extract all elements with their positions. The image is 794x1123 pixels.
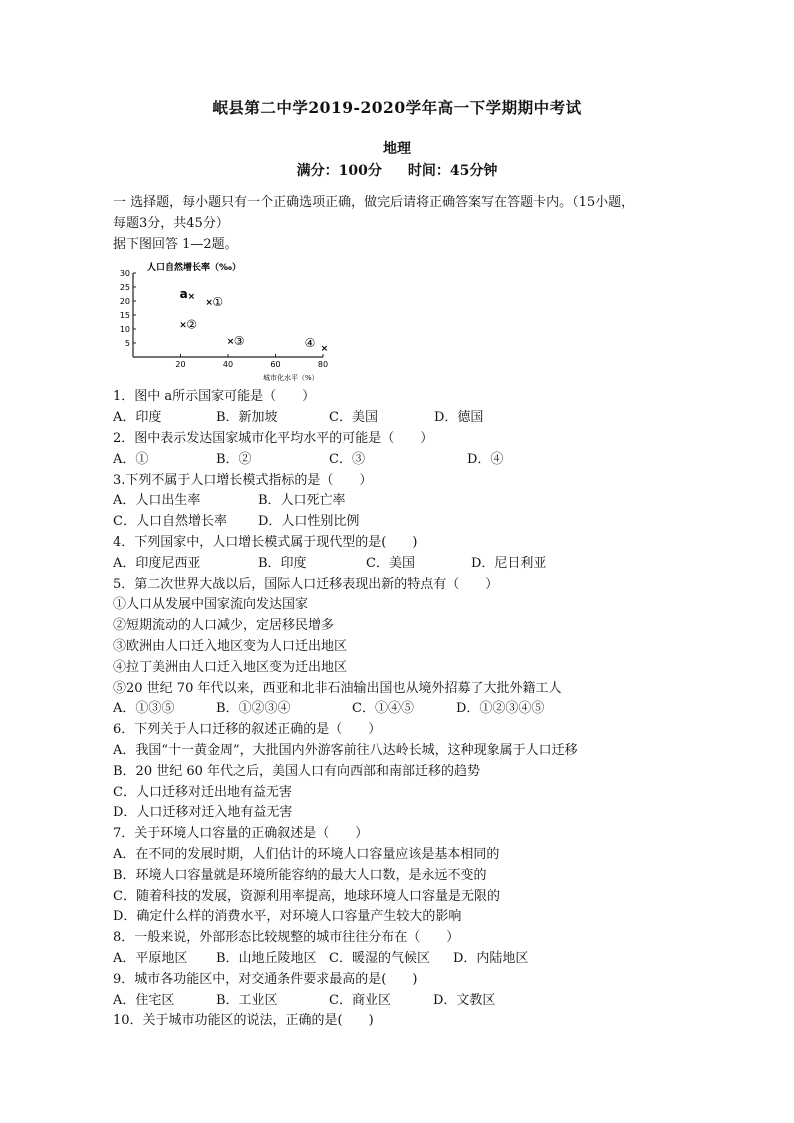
question-stem: 10．关于城市功能区的说法，正确的是( ) bbox=[113, 1013, 374, 1029]
answer-option: B．新加坡 bbox=[216, 410, 278, 426]
answer-option: C．③ bbox=[329, 451, 365, 467]
full-score: 满分：100分 bbox=[296, 163, 382, 179]
answer-option: C．美国 bbox=[329, 410, 378, 426]
answer-option: B．①②③④ bbox=[216, 701, 291, 717]
point-label: a bbox=[179, 287, 188, 302]
answer-option: B．人口死亡率 bbox=[258, 493, 346, 509]
answer-option: D．内陆地区 bbox=[453, 950, 529, 966]
options-row bbox=[113, 991, 693, 1012]
options-row bbox=[113, 408, 693, 429]
point-label: ③ bbox=[233, 334, 245, 349]
point-marker: × bbox=[320, 344, 329, 355]
question-statement: ⑤20 世纪 70 年代以来，西亚和北非石油输出国也从境外招募了大批外籍工人 bbox=[113, 680, 562, 696]
question-stem: 5．第二次世界大战以后，国际人口迁移表现出新的特点有（ ） bbox=[113, 576, 499, 592]
question-stem: 9．城市各功能区中，对交通条件要求最高的是( ) bbox=[113, 971, 418, 987]
y-tick-label: 20 bbox=[119, 297, 130, 307]
answer-option: A．平原地区 bbox=[113, 950, 188, 966]
x-tick-label: 20 bbox=[175, 360, 186, 370]
answer-option: A．① bbox=[113, 451, 149, 467]
score-time-line bbox=[0, 160, 794, 180]
answer-option: B．② bbox=[216, 451, 252, 467]
answer-option: A．住宅区 bbox=[113, 992, 175, 1008]
question-stem: 6．下列关于人口迁移的叙述正确的是（ ） bbox=[113, 722, 382, 738]
answer-option: B．工业区 bbox=[216, 992, 278, 1008]
options-row bbox=[113, 554, 693, 575]
x-axis-label: 城市化水平（%） bbox=[263, 374, 319, 383]
x-tick-label: 80 bbox=[317, 360, 329, 370]
exam-title: 岷县第二中学2019-2020学年高一下学期期中考试 bbox=[212, 98, 582, 117]
answer-option: D．文教区 bbox=[433, 992, 496, 1008]
question-statement: ②短期流动的人口减少，定居移民增多 bbox=[113, 618, 335, 634]
answer-option: D．德国 bbox=[434, 410, 484, 426]
answer-option: A．在不同的发展时期，人们估计的环境人口容量应该是基本相同的 bbox=[113, 846, 500, 862]
point-marker: × bbox=[179, 320, 187, 331]
instruction-line: 一 选择题，每小题只有一个正确选项正确，做完后请将正确答案写在答题卡内。（15小题， bbox=[113, 195, 635, 210]
point-label: ① bbox=[212, 295, 224, 310]
y-tick-label: 5 bbox=[124, 339, 130, 349]
y-tick-label: 15 bbox=[119, 311, 130, 321]
y-tick-label: 25 bbox=[119, 283, 130, 293]
answer-option: B．20 世纪 60 年代之后，美国人口有向西部和南部迁移的趋势 bbox=[113, 763, 481, 779]
answer-option: D．人口性别比例 bbox=[258, 514, 360, 530]
answer-option: A．我国“十一黄金周”，大批国内外游客前往八达岭长城，这种现象属于人口迁移 bbox=[113, 742, 578, 758]
question-stem: 3.下列不属于人口增长模式指标的是（ ） bbox=[113, 472, 373, 488]
answer-option: C．暖湿的气候区 bbox=[329, 950, 430, 966]
answer-option: B．山地丘陵地区 bbox=[216, 950, 317, 966]
question-statement: ④拉丁美洲由人口迁入地区变为迁出地区 bbox=[113, 659, 348, 675]
answer-option: A．印度 bbox=[113, 410, 162, 426]
question-stem: 8．一般来说，外部形态比较规整的城市往往分布在（ ） bbox=[113, 930, 460, 946]
question-list bbox=[113, 387, 693, 1032]
options-row bbox=[113, 949, 693, 970]
options-row bbox=[113, 491, 693, 512]
answer-option: D．尼日利亚 bbox=[471, 555, 547, 571]
y-tick-label: 10 bbox=[119, 325, 130, 335]
answer-option: C．①④⑤ bbox=[352, 701, 414, 717]
question-stem: 7．关于环境人口容量的正确叙述是（ ） bbox=[113, 826, 369, 842]
answer-option: B．环境人口容量就是环境所能容纳的最大人口数，是永远不变的 bbox=[113, 867, 487, 883]
options-row bbox=[113, 450, 693, 471]
point-label: ④ bbox=[304, 336, 316, 351]
answer-option: A．人口出生率 bbox=[113, 493, 201, 509]
answer-option: C．商业区 bbox=[329, 992, 391, 1008]
point-marker: × bbox=[187, 292, 196, 303]
scatter-figure bbox=[113, 259, 693, 385]
point-marker: × bbox=[205, 298, 213, 309]
scatter-chart bbox=[113, 259, 333, 385]
y-tick-label: 30 bbox=[119, 269, 130, 279]
answer-option: D．①②③④⑤ bbox=[456, 701, 545, 717]
answer-option: C．随着科技的发展，资源利用率提高，地球环境人口容量是无限的 bbox=[113, 888, 500, 904]
answer-option: D．人口迁移对迁入地有益无害 bbox=[113, 805, 293, 821]
question-statement: ③欧洲由人口迁入地区变为人口迁出地区 bbox=[113, 638, 348, 654]
answer-option: A．①③⑤ bbox=[113, 701, 175, 717]
question-statement: ①人口从发展中国家流向发达国家 bbox=[113, 597, 309, 613]
question-stem: 4．下列国家中，人口增长模式属于现代型的是( ) bbox=[113, 534, 418, 550]
exam-body bbox=[113, 193, 693, 1032]
point-label: ② bbox=[186, 317, 198, 332]
exam-subject: 地理 bbox=[383, 141, 411, 157]
answer-option: C．美国 bbox=[366, 555, 415, 571]
x-tick-label: 40 bbox=[222, 360, 234, 370]
question-stem: 2．图中表示发达国家城市化平均水平的可能是（ ） bbox=[113, 430, 434, 446]
x-tick-label: 60 bbox=[270, 360, 281, 370]
answer-option: C．人口迁移对迁出地有益无害 bbox=[113, 784, 292, 800]
options-row bbox=[113, 512, 693, 533]
answer-option: C．人口自然增长率 bbox=[113, 514, 227, 530]
figure-reference: 据下图回答 1—2题。 bbox=[113, 236, 238, 252]
point-marker: × bbox=[226, 337, 235, 348]
instruction-line: 每题3分，共45分） bbox=[113, 215, 229, 231]
answer-option: D．④ bbox=[467, 451, 504, 467]
question-stem: 1．图中 a所示国家可能是（ ） bbox=[113, 389, 316, 405]
answer-option: A．印度尼西亚 bbox=[113, 555, 201, 571]
options-row bbox=[113, 699, 693, 720]
y-axis-label: 人口自然增长率（‰） bbox=[147, 263, 241, 274]
answer-option: B．印度 bbox=[258, 555, 307, 571]
answer-option: D．确定什么样的消费水平，对环境人口容量产生较大的影响 bbox=[113, 909, 462, 925]
exam-time: 时间：45分钟 bbox=[407, 163, 498, 179]
